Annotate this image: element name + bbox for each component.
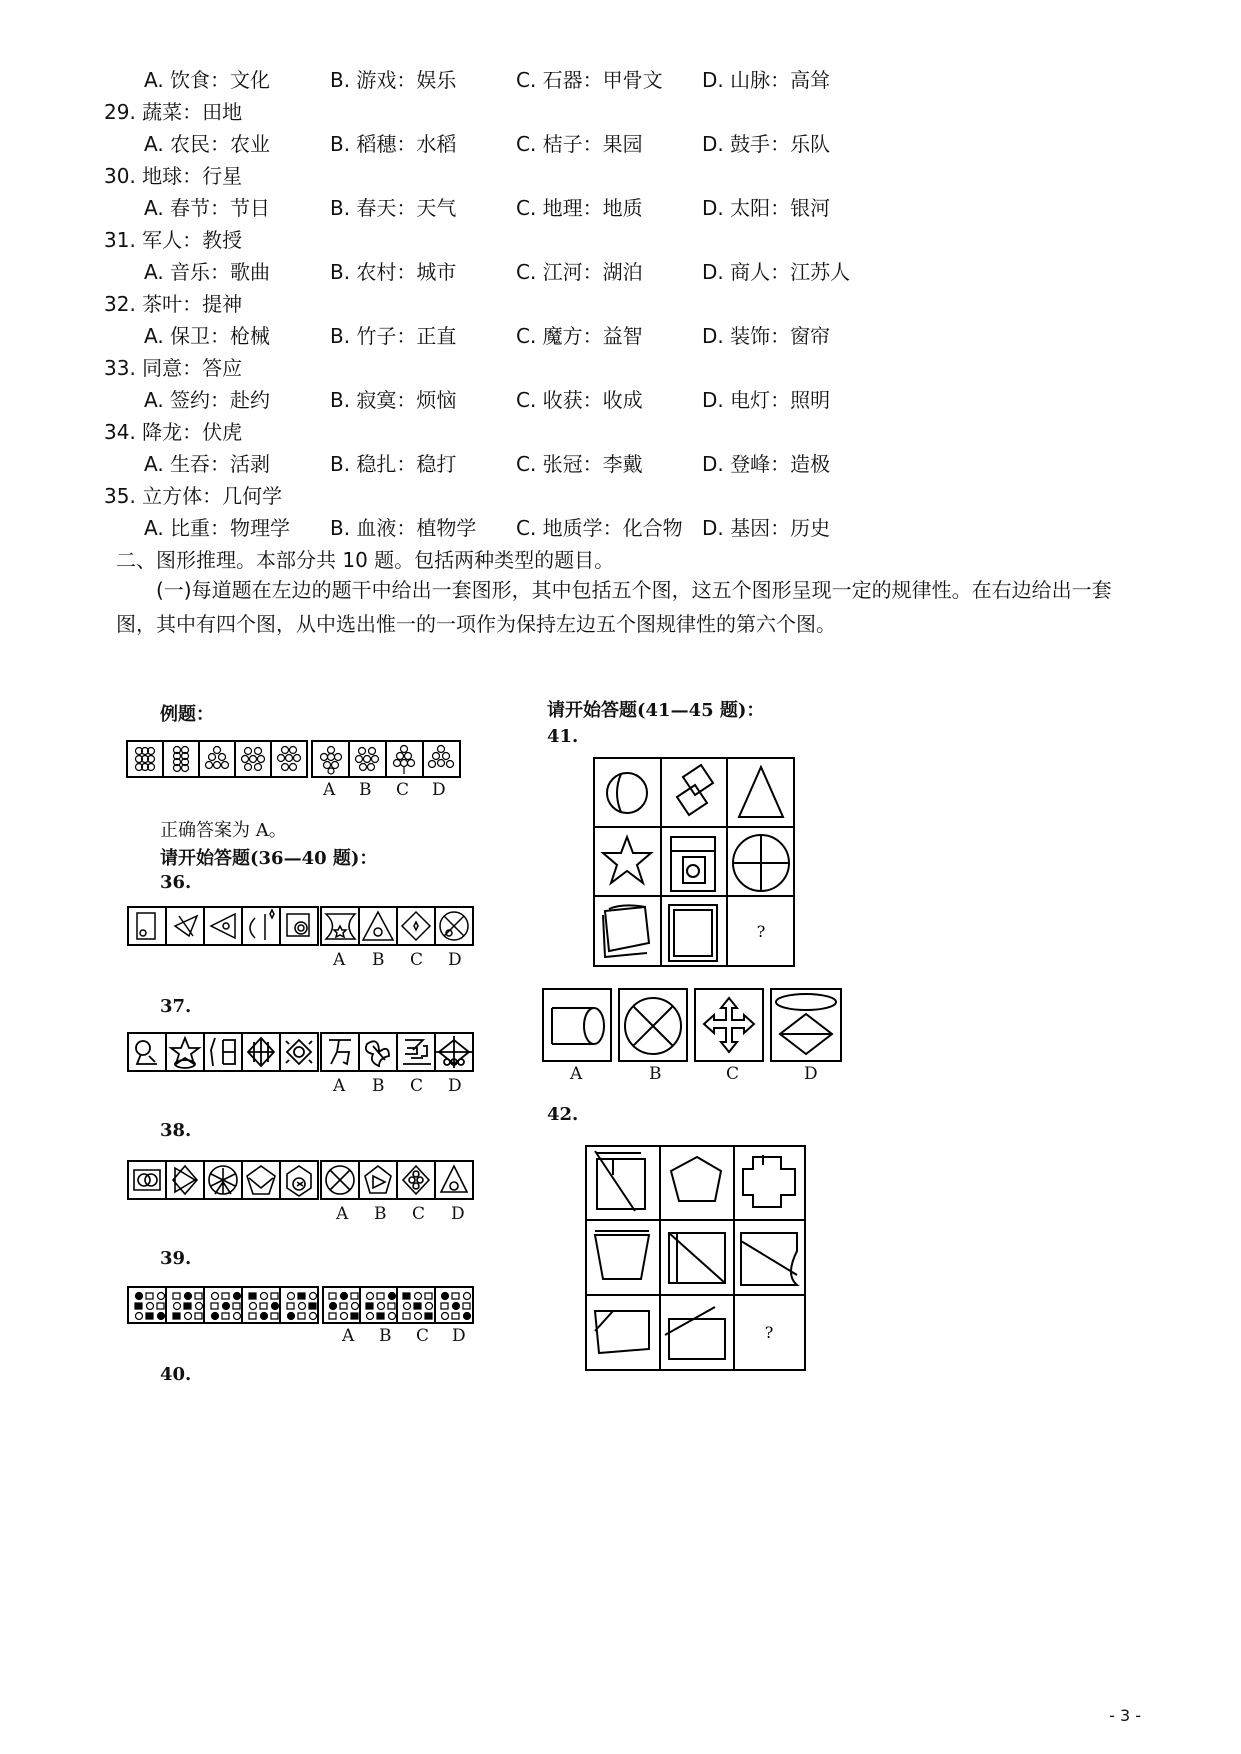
q34-option-a: A. 生吞：活剥 xyxy=(144,452,271,476)
q29-option-a: A. 农民：农业 xyxy=(144,132,271,156)
option-letter-b: B xyxy=(649,1064,662,1084)
q31-stem: 31. 军人：教授 xyxy=(104,228,243,252)
q35-option-b: B. 血液：植物学 xyxy=(330,516,477,540)
q42-number: 42. xyxy=(547,1104,579,1125)
q42-question-mark: ? xyxy=(764,1323,774,1342)
q34-stem: 34. 降龙：伏虎 xyxy=(104,420,243,444)
option-letter-b: B xyxy=(372,1076,385,1096)
q37-number: 37. xyxy=(160,996,192,1017)
option-letter-b: B xyxy=(374,1204,387,1224)
q30-option-c: C. 地理：地质 xyxy=(516,196,643,220)
q35-option-a: A. 比重：物理学 xyxy=(144,516,291,540)
option-letter-a: A xyxy=(570,1064,583,1084)
option-letter-b: B xyxy=(379,1326,392,1346)
q31-option-a: A. 音乐：歌曲 xyxy=(144,260,271,284)
q30-option-a: A. 春节：节日 xyxy=(144,196,271,220)
instructions: (一)每道题在左边的题干中给出一套图形，其中包括五个图，这五个图形呈现一定的规律性。在右边给出一套图，其中有四个图，从中选出惟一的一项作为保持左边五个图规律性的第六个图。 xyxy=(116,578,1112,636)
q33-option-c: C. 收获：收成 xyxy=(516,388,643,412)
q32-option-c: C. 魔方：益智 xyxy=(516,324,643,348)
q36-number: 36. xyxy=(160,872,192,893)
option-letter-d: D xyxy=(432,780,446,800)
option-letter-b: B xyxy=(372,950,385,970)
q40-number: 40. xyxy=(160,1364,192,1385)
q31-option-d: D. 商人：江苏人 xyxy=(702,260,851,284)
option-letter-b: B xyxy=(359,780,372,800)
q35-option-c: C. 地质学：化合物 xyxy=(516,516,683,540)
q33-option-d: D. 电灯：照明 xyxy=(702,388,831,412)
q30-option-b: B. 春天：天气 xyxy=(330,196,457,220)
option-letter-d: D xyxy=(452,1326,466,1346)
q41-number: 41. xyxy=(547,726,579,747)
option-letter-a: A xyxy=(342,1326,355,1346)
q42-figure-grid xyxy=(585,1145,807,1373)
q29-stem: 29. 蔬菜：田地 xyxy=(104,100,243,124)
q30-option-d: D. 太阳：银河 xyxy=(702,196,831,220)
option-letter-a: A xyxy=(323,780,336,800)
option-letter-c: C xyxy=(410,1076,424,1096)
start-label-36-40: 请开始答题(36—40 题)： xyxy=(160,848,378,869)
q28-option-c: C. 石器：甲骨文 xyxy=(516,68,663,92)
q28-option-a: A. 饮食：文化 xyxy=(144,68,271,92)
q28-option-d: D. 山脉：高耸 xyxy=(702,68,831,92)
q33-option-a: A. 签约：赴约 xyxy=(144,388,271,412)
q34-option-b: B. 稳扎：稳打 xyxy=(330,452,457,476)
q38-figure-strip xyxy=(127,1160,475,1202)
q30-stem: 30. 地球：行星 xyxy=(104,164,243,188)
example-figure-strip xyxy=(126,740,462,780)
q29-option-b: B. 稻穗：水稻 xyxy=(330,132,457,156)
option-letter-a: A xyxy=(336,1204,349,1224)
option-letter-c: C xyxy=(412,1204,426,1224)
option-letter-d: D xyxy=(448,950,462,970)
q31-option-c: C. 江河：湖泊 xyxy=(516,260,643,284)
start-label-41-45: 请开始答题(41—45 题)： xyxy=(547,700,765,721)
option-letter-d: D xyxy=(448,1076,462,1096)
q37-figure-strip xyxy=(127,1032,475,1074)
option-letter-d: D xyxy=(451,1204,465,1224)
q34-option-c: C. 张冠：李戴 xyxy=(516,452,643,476)
q28-option-b: B. 游戏：娱乐 xyxy=(330,68,457,92)
q32-option-d: D. 装饰：窗帘 xyxy=(702,324,831,348)
q35-option-d: D. 基因：历史 xyxy=(702,516,831,540)
q29-option-d: D. 鼓手：乐队 xyxy=(702,132,831,156)
q33-stem: 33. 同意：答应 xyxy=(104,356,243,380)
q38-number: 38. xyxy=(160,1120,192,1141)
option-letter-c: C xyxy=(396,780,410,800)
q31-option-b: B. 农村：城市 xyxy=(330,260,457,284)
option-letter-c: C xyxy=(416,1326,430,1346)
page-number: - 3 - xyxy=(1109,1706,1141,1725)
q41-figure-grid xyxy=(593,757,797,969)
q39-number: 39. xyxy=(160,1248,192,1269)
option-letter-c: C xyxy=(410,950,424,970)
section-title: 二、图形推理。本部分共 10 题。包括两种类型的题目。 xyxy=(116,548,615,572)
example-answer: 正确答案为 A。 xyxy=(160,820,287,841)
option-letter-a: A xyxy=(333,1076,346,1096)
q29-option-c: C. 桔子：果园 xyxy=(516,132,643,156)
q32-stem: 32. 茶叶：提神 xyxy=(104,292,243,316)
q41-option-figures xyxy=(542,988,844,1064)
q36-figure-strip xyxy=(127,906,475,948)
q35-stem: 35. 立方体：几何学 xyxy=(104,484,283,508)
option-letter-c: C xyxy=(726,1064,740,1084)
q32-option-b: B. 竹子：正直 xyxy=(330,324,457,348)
q41-question-mark: ? xyxy=(756,922,766,941)
q39-figure-strip xyxy=(127,1286,475,1326)
q34-option-d: D. 登峰：造极 xyxy=(702,452,831,476)
q32-option-a: A. 保卫：枪械 xyxy=(144,324,271,348)
example-label: 例题： xyxy=(160,704,214,725)
option-letter-d: D xyxy=(804,1064,818,1084)
option-letter-a: A xyxy=(333,950,346,970)
q33-option-b: B. 寂寞：烦恼 xyxy=(330,388,457,412)
